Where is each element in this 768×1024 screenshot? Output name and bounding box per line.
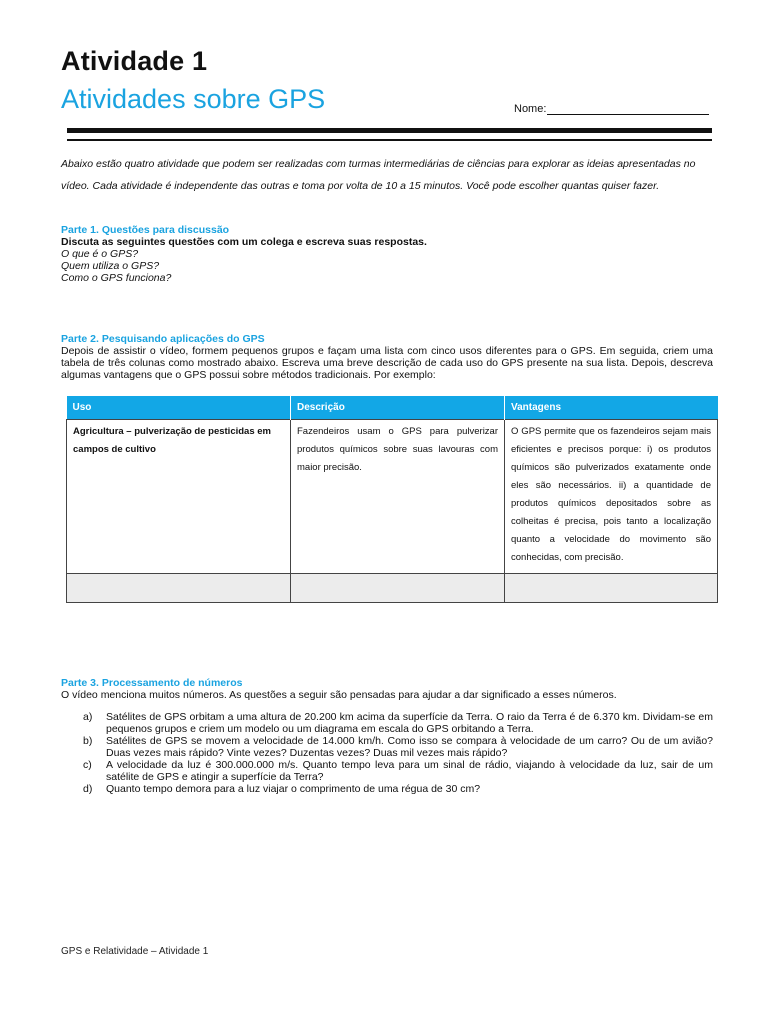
list-item — [61, 759, 713, 783]
part1-heading: Parte 1. Questões para discussão — [61, 224, 230, 236]
table-header-vantagens: Vantagens — [505, 396, 718, 420]
list-item — [61, 711, 713, 735]
page-title: Atividade 1 — [61, 46, 208, 76]
name-field — [514, 102, 709, 115]
part2-paragraph: Depois de assistir o vídeo, formem pequenos grupos e façam uma lista com cinco usos diferentes para o GPS. Em seguida, criem uma tabela de três colunas como mostrado abaixo. Escreva uma breve descrição de cada uso do GPS presente na sua lista. Depois, descreva algumas vantagens que o GPS possui sobre métodos tradicionais. Por exemplo: — [61, 345, 713, 381]
question-letter: b) — [83, 735, 93, 747]
part3-paragraph: O vídeo menciona muitos números. As questões a seguir são pensadas para ajudar a dar significado a esses números. — [61, 689, 617, 701]
question-text: Satélites de GPS se movem a velocidade de 14.000 km/h. Como isso se compara à velocidade de um carro? Ou de um avião? Duas vezes mais rápido? Vinte vezes? Duzentas vezes? Duas mil vezes mais rápido? — [106, 735, 713, 759]
page-subtitle: Atividades sobre GPS — [61, 84, 326, 114]
table-cell-vantagens: O GPS permite que os fazendeiros sejam mais eficientes e precisos porque: i) os produtos químicos são pulverizados exatamente onde eles são necessários. ii) a quantidade de produtos químicos depositados sobre as colheitas é precisa, pois tanto a localização quanto a velocidade do movimento são conhecidas, com precisão. — [505, 420, 718, 574]
question-letter: d) — [83, 783, 93, 795]
part3-section — [61, 677, 713, 795]
part3-question-list — [61, 711, 713, 795]
table-cell-empty — [291, 574, 505, 603]
table-row — [67, 420, 718, 574]
header-rule-thick — [67, 128, 712, 133]
question-letter: c) — [83, 759, 92, 771]
table-header-uso: Uso — [67, 396, 291, 420]
question-text: Quanto tempo demora para a luz viajar o comprimento de uma régua de 30 cm? — [106, 783, 481, 795]
header-rule-thin — [67, 139, 712, 141]
table-cell-empty — [505, 574, 718, 603]
part1-question: Quem utiliza o GPS? — [61, 260, 160, 272]
part1-question: Como o GPS funciona? — [61, 272, 172, 284]
table-cell-uso: Agricultura – pulverização de pesticidas em campos de cultivo — [67, 420, 291, 574]
name-label: Nome: — [514, 103, 547, 115]
part1-section — [61, 224, 713, 284]
part3-heading: Parte 3. Processamento de números — [61, 677, 243, 689]
gps-uses-table — [66, 396, 718, 603]
table-cell-descricao: Fazendeiros usam o GPS para pulverizar produtos químicos sobre suas lavouras com maior precisão. — [291, 420, 505, 574]
question-text: A velocidade da luz é 300.000.000 m/s. Quanto tempo leva para um sinal de rádio, viajando à velocidade da luz, sair de um satélite de GPS e atingir a superfície da Terra? — [106, 759, 713, 783]
intro-paragraph: Abaixo estão quatro atividade que podem ser realizadas com turmas intermediárias de ciências para explorar as ideias apresentadas no vídeo. Cada atividade é independente das outras e toma por volta de 10 a 15 minutos. Você pode escolher quantas quiser fazer. — [61, 158, 696, 192]
table-header-row — [67, 396, 718, 420]
part1-question: O que é o GPS? — [61, 248, 139, 260]
question-text: Satélites de GPS orbitam a uma altura de 20.200 km acima da superfície da Terra. O raio da Terra é de 6.370 km. Dividam-se em pequenos grupos e criem um modelo ou um diagrama em escala do GPS orbitando a Terra. — [106, 711, 713, 735]
question-letter: a) — [83, 711, 93, 723]
name-blank-line — [547, 102, 709, 115]
part2-section — [61, 333, 713, 381]
part1-instruction: Discuta as seguintes questões com um colega e escreva suas respostas. — [61, 236, 427, 248]
table-header-descricao: Descrição — [291, 396, 505, 420]
list-item — [61, 735, 713, 759]
table-cell-empty — [67, 574, 291, 603]
part2-heading: Parte 2. Pesquisando aplicações do GPS — [61, 333, 265, 345]
page-footer: GPS e Relatividade – Atividade 1 — [61, 946, 209, 957]
table-row-empty — [67, 574, 718, 603]
list-item — [61, 783, 713, 795]
